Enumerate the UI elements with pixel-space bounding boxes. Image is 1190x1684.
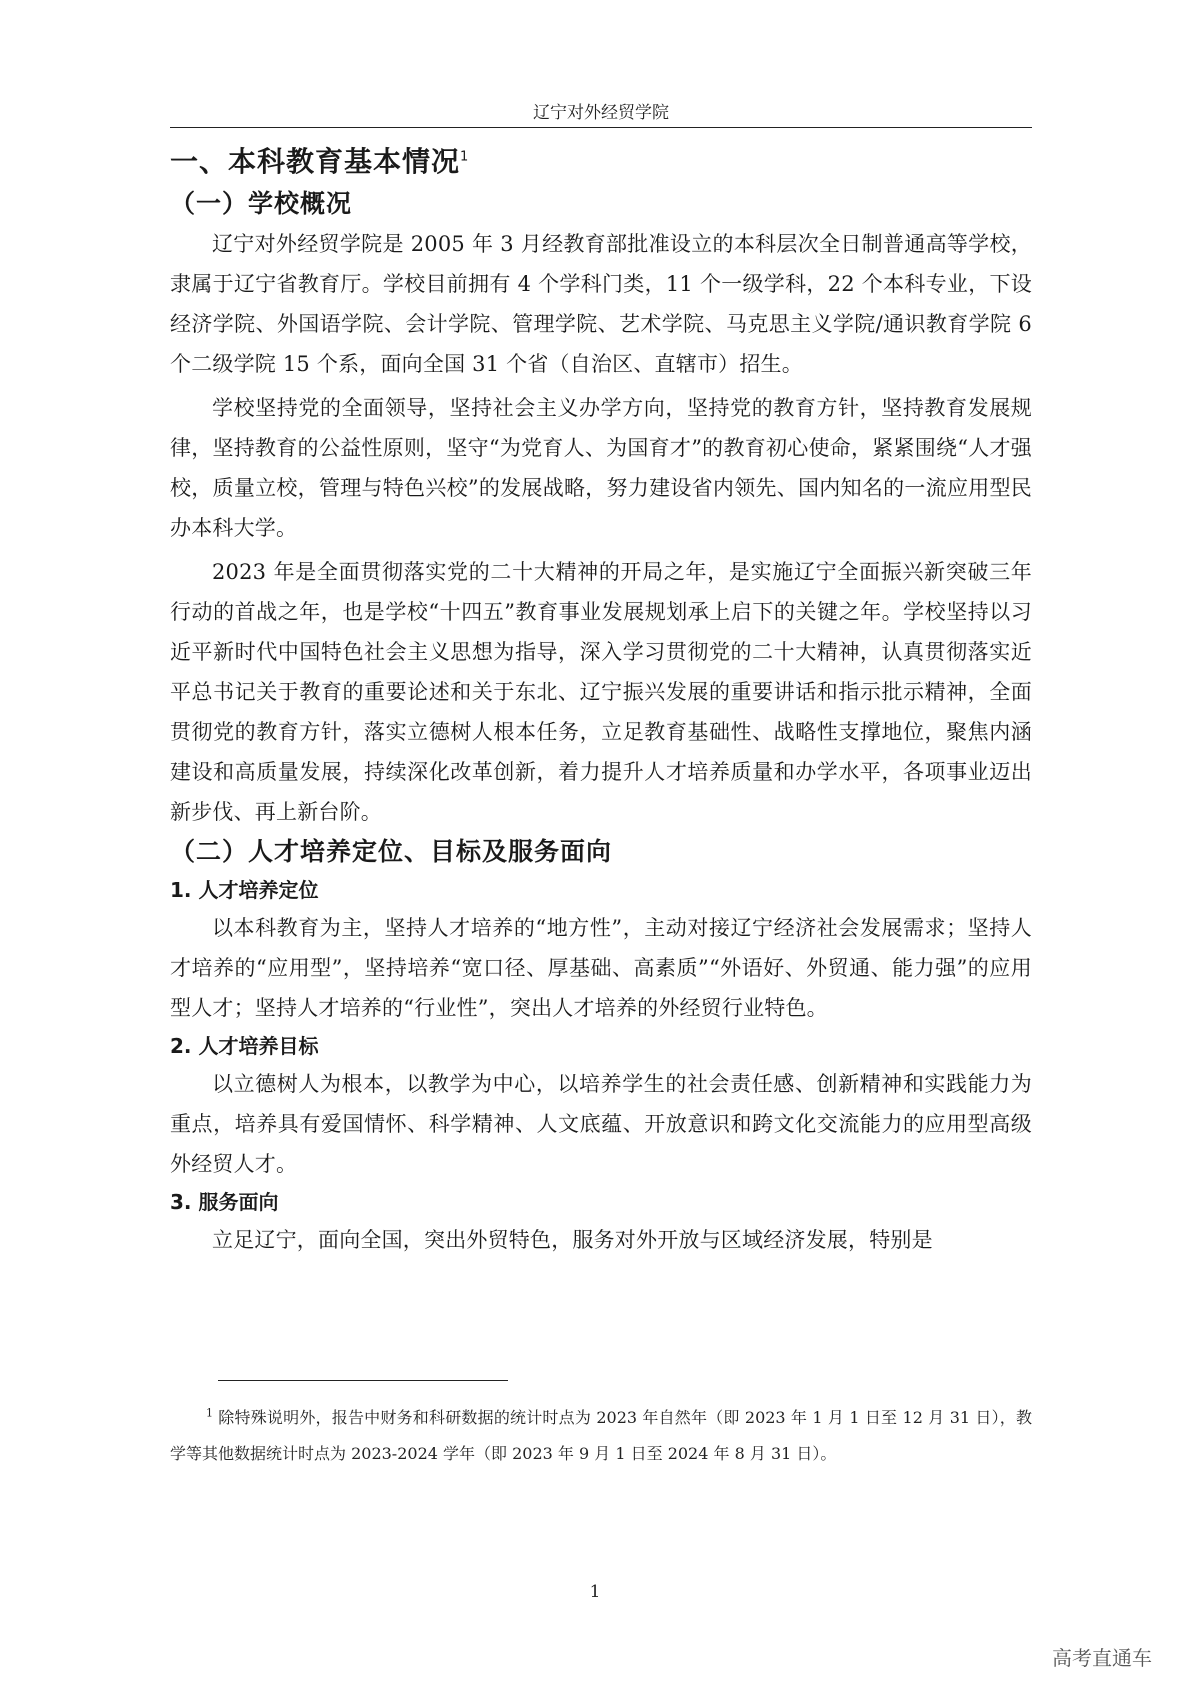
footnote-text: 除特殊说明外，报告中财务和科研数据的统计时点为 2023 年自然年（即 2023 年 1 月 1 日至 12 月 31 日），教学等其他数据统计时点为 2023-2024 学年（即 2023 年 9 月 1 日至 2024 年 8 月 31 日）。 — [170, 1408, 1032, 1463]
subsection-title-overview: （一）学校概况 — [170, 189, 353, 218]
document-body — [170, 140, 1032, 1260]
paragraph-overview-3: 2023 年是全面贯彻落实党的二十大精神的开局之年，是实施辽宁全面振兴新突破三年行动的首战之年，也是学校“十四五”教育事业发展规划承上启下的关键之年。学校坚持以习近平新时代中国特色社会主义思想为指导，深入学习贯彻党的二十大精神，认真贯彻落实近平总书记关于教育的重要论述和关于东北、辽宁振兴发展的重要讲话和指示批示精神，全面贯彻党的教育方针，落实立德树人根本任务，立足教育基础性、战略性支撑地位，聚焦内涵建设和高质量发展，持续深化改革创新，着力提升人才培养质量和办学水平，各项事业迈出新步伐、再上新台阶。 — [170, 560, 1032, 824]
paragraph-goal: 以立德树人为根本，以教学为中心，以培养学生的社会责任感、创新精神和实践能力为重点，培养具有爱国情怀、科学精神、人文底蕴、开放意识和跨文化交流能力的应用型高级外经贸人才。 — [170, 1072, 1032, 1176]
paragraph-overview-1: 辽宁对外经贸学院是 2005 年 3 月经教育部批准设立的本科层次全日制普通高等学校，隶属于辽宁省教育厅。学校目前拥有 4 个学科门类，11 个一级学科，22 个本科专业，下设经济学院、外国语学院、会计学院、管理学院、艺术学院、马克思主义学院/通识教育学院 6 个二级学院 15 个系，面向全国 31 个省（自治区、直辖市）招生。 — [170, 232, 1032, 376]
footnote-mark: 1 — [206, 1406, 213, 1420]
subsection-title-positioning: （二）人才培养定位、目标及服务面向 — [170, 837, 613, 866]
footnote-rule — [218, 1380, 508, 1381]
page-number: 1 — [589, 1582, 601, 1602]
paragraph-overview-2: 学校坚持党的全面领导，坚持社会主义办学方向，坚持党的教育方针，坚持教育发展规律，坚持教育的公益性原则，坚守“为党育人、为国育才”的教育初心使命，紧紧围绕“人才强校，质量立校，管理与特色兴校”的发展战略，努力建设省内领先、国内知名的一流应用型民办本科大学。 — [170, 396, 1032, 540]
section-title — [170, 140, 1032, 184]
running-header: 辽宁对外经贸学院 — [533, 103, 669, 123]
paragraph-positioning: 以本科教育为主，坚持人才培养的“地方性”，主动对接辽宁经济社会发展需求；坚持人才培养的“应用型”，坚持培养“宽口径、厚基础、高素质”“外语好、外贸通、能力强”的应用型人才；坚持人才培养的“行业性”，突出人才培养的外经贸行业特色。 — [170, 916, 1032, 1020]
footnote-reference[interactable]: 1 — [460, 149, 470, 165]
item-title-service: 3. 服务面向 — [170, 1190, 279, 1214]
footnote — [170, 1400, 1032, 1472]
watermark: 高考直通车 — [1052, 1646, 1152, 1670]
header-rule — [170, 127, 1032, 128]
item-title-goal: 2. 人才培养目标 — [170, 1034, 319, 1058]
paragraph-service: 立足辽宁，面向全国，突出外贸特色，服务对外开放与区域经济发展，特别是 — [212, 1228, 933, 1252]
section-title-text: 一、本科教育基本情况 — [170, 145, 461, 178]
item-title-positioning: 1. 人才培养定位 — [170, 878, 319, 902]
